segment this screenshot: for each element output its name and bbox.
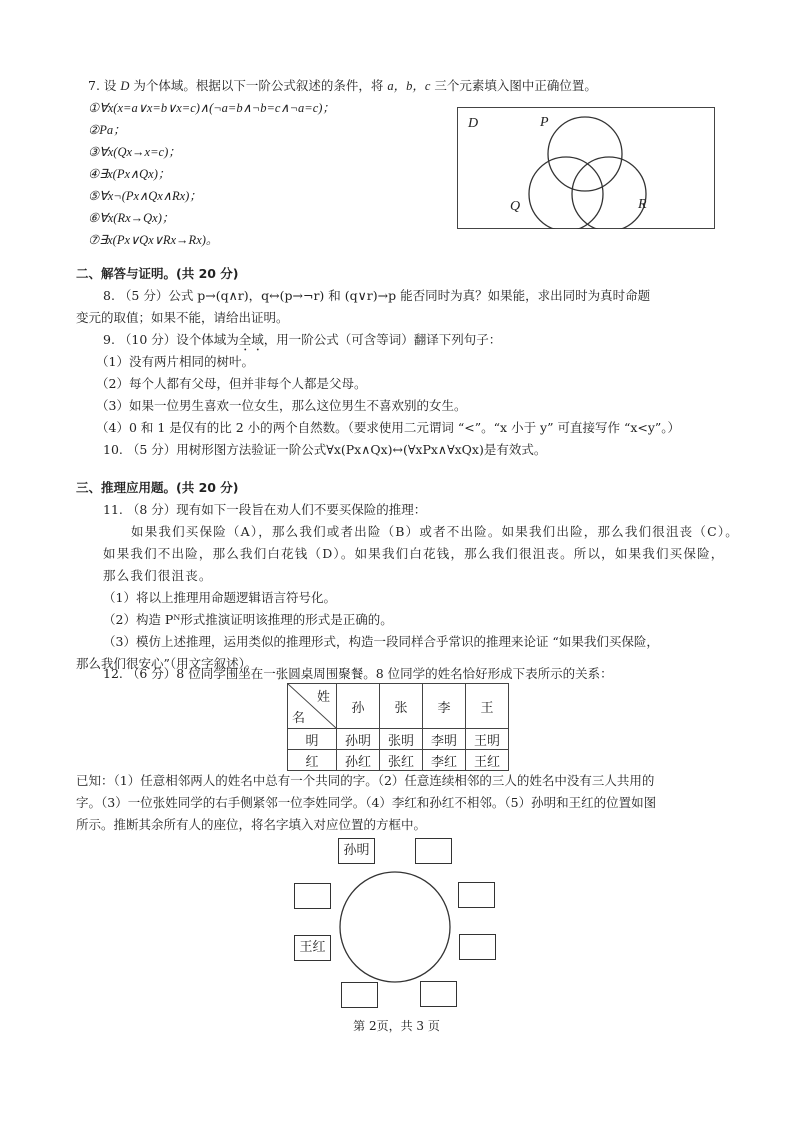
q11-item-2: （2）构造 Pᴺ形式推演证明该推理的形式是正确的。 [103, 612, 393, 627]
table-cell: 孙红 [337, 750, 380, 771]
seat-box[interactable] [459, 934, 496, 960]
table-row-header: 红 [288, 750, 337, 771]
q8-line1: 8. （5 分）公式 p→(q∧r)，q↔(p→¬r) 和 (q∨r)→p 能否同时为真？如果能，求出同时为真时命题 [103, 288, 651, 303]
corner-surname-label: 姓 [316, 690, 330, 705]
venn-circle-r [572, 157, 646, 229]
venn-label-r: R [638, 197, 647, 212]
q7-condition-4: ④∃x(Px∧Qx)； [88, 167, 171, 181]
seat-box[interactable] [341, 982, 378, 1008]
table-cell: 王红 [466, 750, 509, 771]
q7-condition-7: ⑦∃x(Px∨Qx∨Rx→Rx)。 [88, 233, 219, 247]
seat-box[interactable] [458, 882, 495, 908]
venn-domain-label: D [468, 116, 479, 131]
q11-passage-2: 如果我们不出险，那么我们白花钱（D）。如果我们白花钱，那么我们很沮丧。所以，如果我们买保险， [103, 546, 725, 561]
section3-title: 三、推理应用题。(共 20 分) [76, 480, 239, 495]
table-cell: 张明 [380, 729, 423, 750]
q7-intro-prefix: 7. 设 [88, 78, 121, 93]
table-header-cell: 张 [380, 684, 423, 729]
round-table [338, 870, 452, 984]
q10: 10. （5 分）用树形图方法验证一阶公式∀x(Px∧Qx)↔(∀xPx∧∀xQx)是有效式。 [103, 442, 547, 457]
venn-label-p: P [540, 115, 549, 130]
q7-intro-mid: 为个体域。根据以下一阶公式叙述的条件，将 [129, 78, 388, 93]
q7-intro-suffix: 三个元素填入图中正确位置。 [430, 78, 597, 93]
venn-diagram [457, 107, 715, 229]
table-row [288, 729, 509, 750]
venn-circle-q [529, 157, 603, 229]
q9-item-4: （4）0 和 1 是仅有的比 2 小的两个自然数。（要求使用二元谓词 “<”。“x 小于 y” 可直接写作 “x<y”。） [96, 420, 681, 435]
seat-box[interactable] [420, 981, 457, 1007]
q12-known-3: 所示。推断其余所有人的座位，将名字填入对应位置的方框中。 [76, 817, 427, 832]
table-cell: 李明 [423, 729, 466, 750]
table-header-cell: 李 [423, 684, 466, 729]
seat-box[interactable]: 王红 [294, 935, 331, 961]
q9-emphasis: 全域 [238, 332, 264, 347]
q9-item-1: （1）没有两片相同的树叶。 [96, 354, 254, 369]
table-header-row [288, 684, 509, 729]
corner-given-label: 名 [292, 711, 306, 726]
q7-condition-3: ③∀x(Qx→x=c)； [88, 145, 181, 159]
q9-item-3: （3）如果一位男生喜欢一位女生，那么这位男生不喜欢别的女生。 [96, 398, 467, 413]
seat-box[interactable] [294, 883, 331, 909]
table-cell: 张红 [380, 750, 423, 771]
table-corner-cell [288, 684, 337, 729]
q11-passage-1: 如果我们买保险（A），那么我们或者出险（B）或者不出险。如果我们出险，那么我们很沮丧（C）。 [131, 524, 739, 539]
q12-intro: 12. （6 分）8 位同学围坐在一张圆桌周围聚餐。8 位同学的姓名恰好形成下表所示的关系： [103, 666, 613, 681]
q7-condition-6: ⑥∀x(Rx→Qx)； [88, 211, 175, 225]
q9-prefix: 9. （10 分）设个体域为 [103, 332, 239, 347]
q7-domain-var: D [120, 79, 130, 93]
name-table [287, 683, 509, 771]
q7-condition-1: ①∀x(x=a∨x=b∨x=c)∧(¬a=b∧¬b=c∧¬a=c)； [88, 101, 335, 115]
q7-condition-2: ②Pa； [88, 123, 126, 137]
q11-item-3-cont: 那么我们很安心”（用文字叙述）。 [76, 656, 258, 671]
table-cell: 李红 [423, 750, 466, 771]
venn-label-q: Q [510, 199, 521, 214]
q11-item-1: （1）将以上推理用命题逻辑语言符号化。 [103, 590, 336, 605]
q9-intro [103, 330, 501, 354]
q9-suffix: ，用一阶公式（可含等词）翻译下列句子： [263, 332, 502, 347]
table-cell: 孙明 [337, 729, 380, 750]
page-footer: 第 2页，共 3 页 [353, 1019, 440, 1033]
venn-circle-p [548, 117, 622, 191]
q12-known-1: 已知：（1）任意相邻两人的姓名中总有一个共同的字。（2）任意连续相邻的三人的姓名中没有三人共用的 [76, 773, 655, 788]
seat-box[interactable] [415, 838, 452, 864]
seat-box[interactable]: 孙明 [338, 838, 375, 864]
q7-elements: a，b，c [387, 79, 431, 93]
table-cell: 王明 [466, 729, 509, 750]
q8-line2: 变元的取值；如果不能，请给出证明。 [76, 310, 289, 325]
table-row-header: 明 [288, 729, 337, 750]
q7-condition-5: ⑤∀x¬(Px∧Qx∧Rx)； [88, 189, 202, 203]
q12-known-2: 字。（3）一位张姓同学的右手侧紧邻一位李姓同学。（4）李红和孙红不相邻。（5）孙明和王红的位置如图 [76, 795, 657, 810]
table-header-cell: 孙 [337, 684, 380, 729]
q7-intro [88, 76, 597, 96]
section2-title: 二、解答与证明。(共 20 分) [76, 266, 239, 281]
table-row [288, 750, 509, 771]
q11-intro: 11. （8 分）现有如下一段旨在劝人们不要买保险的推理： [103, 502, 427, 517]
table-header-cell: 王 [466, 684, 509, 729]
q11-item-3: （3）模仿上述推理，运用类似的推理形式，构造一段同样合乎常识的推理来论证 “如果我们买保险， [103, 634, 659, 649]
venn-svg [457, 107, 715, 229]
q11-passage-3: 那么我们很沮丧。 [103, 568, 213, 583]
q9-item-2: （2）每个人都有父母，但并非每个人都是父母。 [96, 376, 367, 391]
